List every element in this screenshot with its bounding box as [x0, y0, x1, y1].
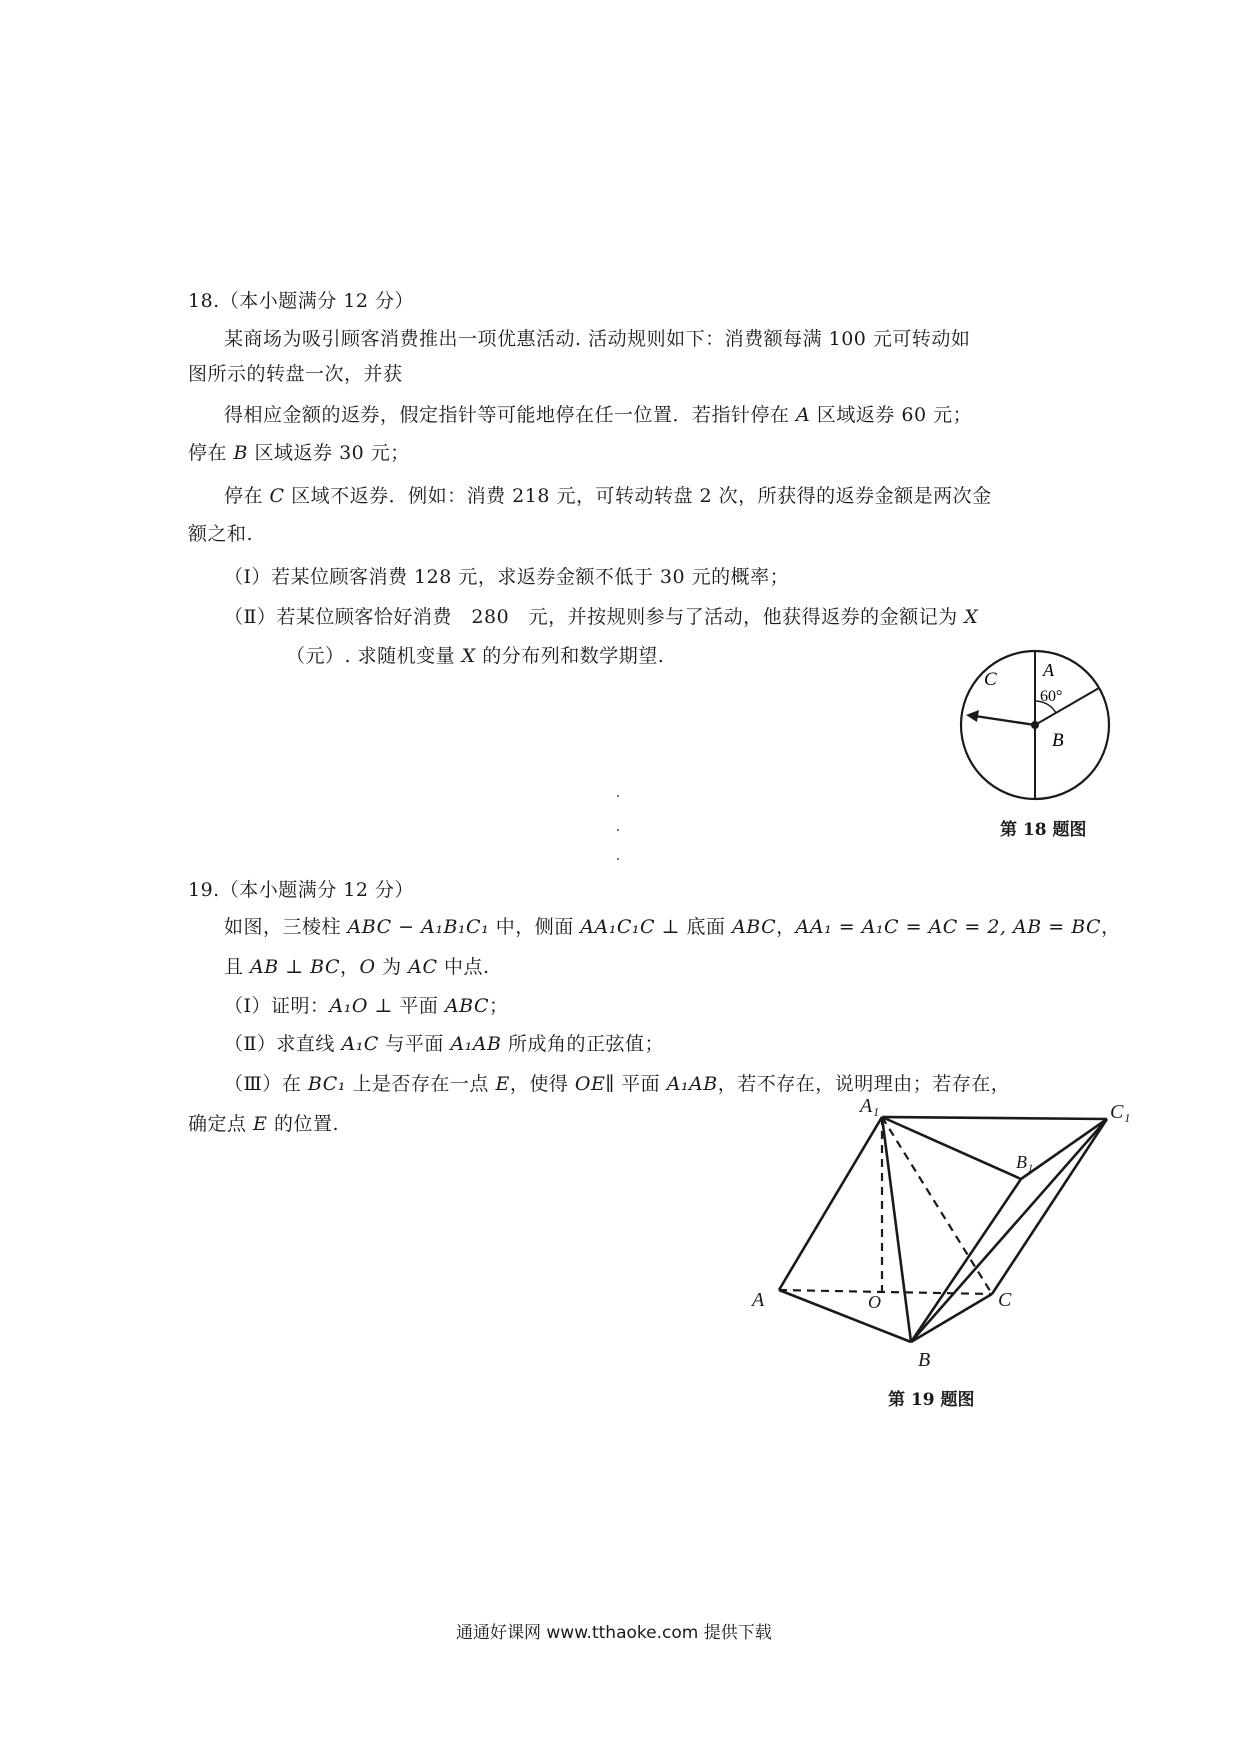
label-c1: C₁ [1110, 1101, 1131, 1123]
q18-part-1: （Ⅰ）若某位顾客消费 128 元，求返券金额不低于 30 元的概率； [224, 566, 790, 588]
q19-part-3-cont: 确定点 E 的位置. [188, 1113, 340, 1135]
dashed-edge-a-c [779, 1290, 992, 1294]
label-b1: B₁ [1016, 1152, 1034, 1172]
edge-a-a1 [779, 1117, 882, 1290]
edge-a1-c1 [882, 1117, 1107, 1119]
q18-text-line-6: 额之和. [188, 523, 254, 545]
spinner-label-c: C [984, 669, 997, 690]
q18-figure-caption: 第 18 题图 [1000, 820, 1087, 840]
edge-a1-b [882, 1117, 911, 1342]
edge-b-c [911, 1294, 992, 1342]
edge-b-b1 [911, 1179, 1021, 1342]
q18-text-line-3: 得相应金额的返券，假定指针等可能地停在任一位置．若指针停在 A 区域返券 60 元； [224, 404, 973, 426]
q18-text-line-1: 某商场为吸引顾客消费推出一项优惠活动. 活动规则如下：消费额每满 100 元可转动如 [224, 328, 971, 350]
q19-text-line-1: 如图，三棱柱 ABC − A₁B₁C₁ 中，侧面 AA₁C₁C ⊥ 底面 ABC，AA₁ = A₁C = AC = 2, AB = BC， [224, 916, 1121, 938]
label-o: O [868, 1292, 881, 1312]
q18-text-line-4: 停在 B 区域返券 30 元； [188, 442, 410, 464]
q19-part-1: （Ⅰ）证明：A₁O ⊥ 平面 ABC； [224, 995, 509, 1017]
edge-c-c1 [992, 1119, 1107, 1294]
q19-text-line-2: 且 AB ⊥ BC，O 为 AC 中点. [224, 956, 490, 978]
edge-a1-b1 [882, 1117, 1021, 1179]
edge-b1-c1 [1021, 1119, 1107, 1179]
q18-text-line-5: 停在 C 区域不返券．例如：消费 218 元，可转动转盘 2 次，所获得的返券金额是两次金 [224, 485, 992, 507]
q18-part-2: （Ⅱ）若某位顾客恰好消费 280 元，并按规则参与了活动，他获得返券的金额记为 X [224, 606, 979, 628]
q19-figure-caption: 第 19 题图 [888, 1390, 975, 1410]
label-b: B [918, 1349, 931, 1371]
angle-label: 60° [1040, 688, 1063, 705]
label-a: A [752, 1289, 765, 1311]
q18-part-2-cont: （元）. 求随机变量 X 的分布列和数学期望. [286, 645, 665, 667]
q18-text-line-2: 图所示的转盘一次，并获 [188, 363, 403, 385]
q19-part-2: （Ⅱ）求直线 A₁C 与平面 A₁AB 所成角的正弦值； [224, 1033, 665, 1055]
spinner-label-a: A [1043, 660, 1054, 680]
q19-heading: 19.（本小题满分 12 分） [188, 879, 414, 901]
q18-heading: 18.（本小题满分 12 分） [188, 290, 414, 312]
spinner-label-b: B [1052, 730, 1064, 751]
footer-source: 通通好课网 www.tthaoke.com 提供下载 [456, 1623, 772, 1643]
label-c: C [998, 1289, 1012, 1311]
label-a1: A₁ [860, 1095, 880, 1117]
edge-a-b [779, 1290, 911, 1342]
q19-part-3: （Ⅲ）在 BC₁ 上是否存在一点 E，使得 OE∥ 平面 A₁AB，若不存在，说明理由；若存在， [224, 1073, 1011, 1095]
